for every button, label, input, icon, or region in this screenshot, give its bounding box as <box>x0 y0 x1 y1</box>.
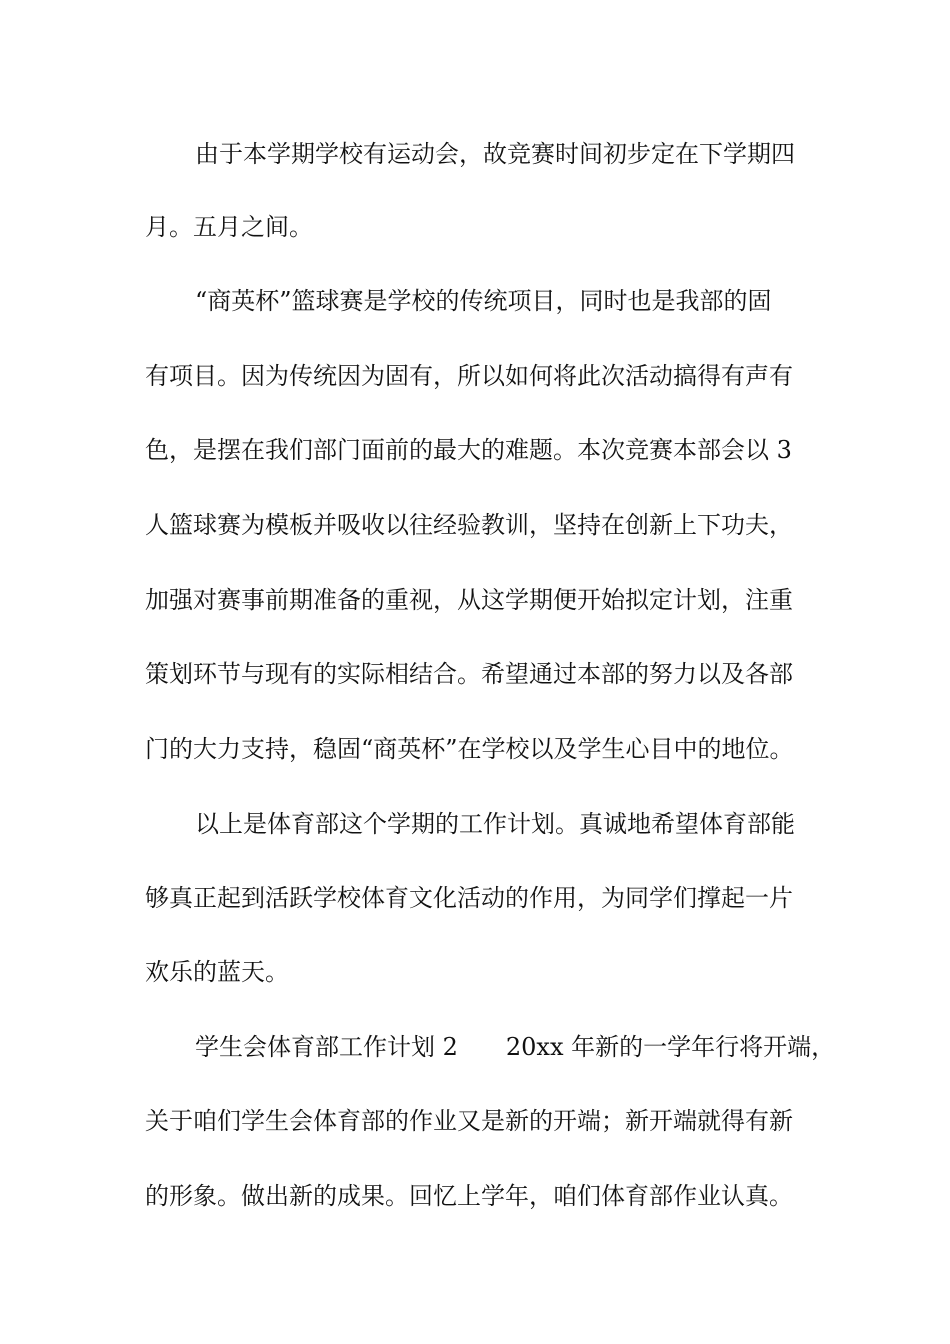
paragraph-line: 月。五月之间。 <box>145 213 313 241</box>
paragraph-line: 色，是摆在我们部门面前的最大的难题。本次竞赛本部会以 3 <box>145 436 792 464</box>
paragraph-line: 够真正起到活跃学校体育文化活动的作用，为同学们撑起一片 <box>145 884 793 912</box>
paragraph-line: 关于咱们学生会体育部的作业又是新的开端；新开端就得有新 <box>145 1107 793 1135</box>
paragraph-line: 由于本学期学校有运动会，故竞赛时间初步定在下学期四 <box>195 140 795 168</box>
paragraph-line: 门的大力支持，稳固“商英杯”在学校以及学生心目中的地位。 <box>145 735 794 763</box>
paragraph-line: 的形象。做出新的成果。回忆上学年，咱们体育部作业认真。 <box>145 1182 793 1210</box>
paragraph-line: 人篮球赛为模板并吸收以往经验教训，坚持在创新上下功夫， <box>145 511 793 539</box>
paragraph-line: “商英杯”篮球赛是学校的传统项目，同时也是我部的固 <box>195 287 772 315</box>
paragraph-line: 有项目。因为传统因为固有，所以如何将此次活动搞得有声有 <box>145 362 793 390</box>
paragraph-line: 学生会体育部工作计划 2 20xx 年新的一学年行将开端， <box>195 1033 836 1061</box>
paragraph-line: 欢乐的蓝天。 <box>145 958 289 986</box>
paragraph-line: 以上是体育部这个学期的工作计划。真诚地希望体育部能 <box>195 810 795 838</box>
paragraph-line: 策划环节与现有的实际相结合。希望通过本部的努力以及各部 <box>145 660 793 688</box>
paragraph-line: 加强对赛事前期准备的重视，从这学期便开始拟定计划，注重 <box>145 586 793 614</box>
